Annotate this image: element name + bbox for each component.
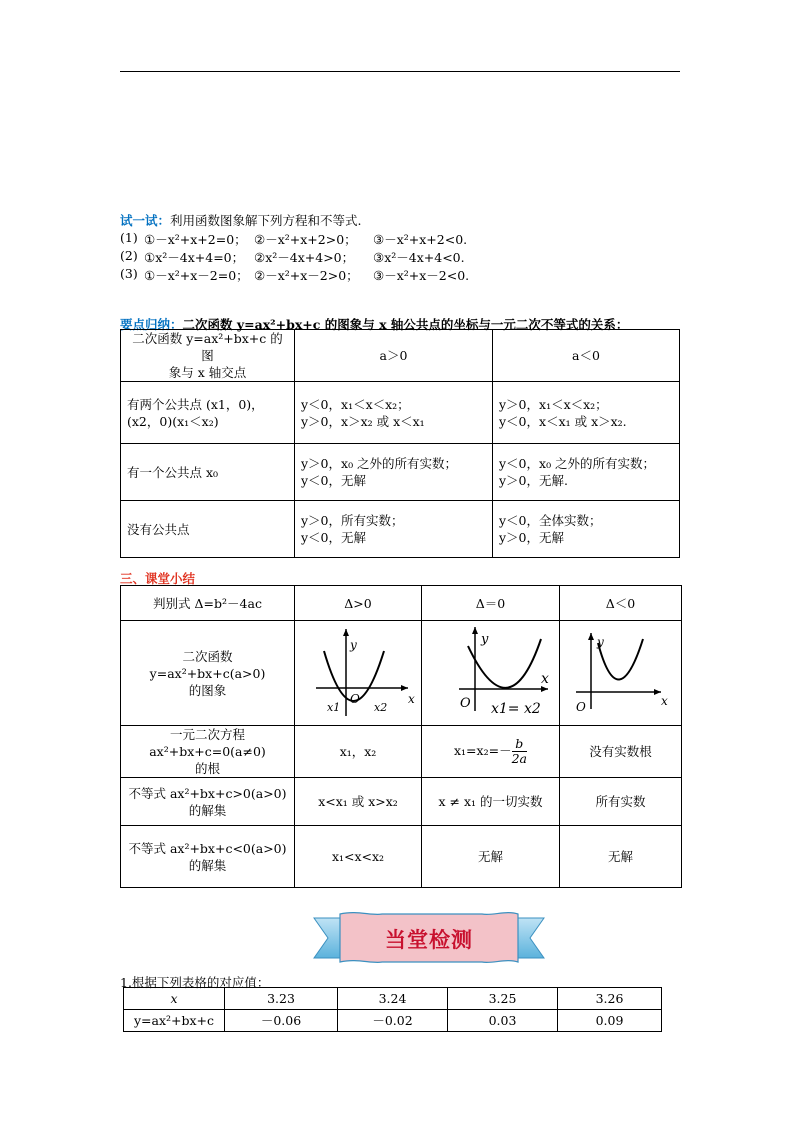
summary-heading: 要点归纳：二次函数 y=ax²+bx+c 的图象与 x 轴公共点的坐标与一元二次不等式的关系： [120, 317, 629, 332]
cs-graph-row: 二次函数 y=ax²+bx+c(a>0) 的图象 y x O x1 x2 y x O x1= x2 y x O [121, 621, 682, 726]
try-intro-text: 利用函数图象解下列方程和不等式. [170, 213, 362, 228]
svg-text:O: O [349, 692, 360, 706]
svg-text:O: O [575, 700, 586, 714]
svg-text:x1: x1 [326, 701, 340, 714]
svg-text:x2: x2 [373, 701, 387, 714]
cs-roots-row: 一元二次方程 ax²+bx+c=0(a≠0) 的根 x₁，x₂ x₁=x₂=－ $\frac{b}{2a}$ 没有实数根 [121, 726, 682, 778]
class-summary-table [120, 585, 682, 888]
try-row-2: (2) ①x²－4x+4=0； ②x²－4x+4>0； ③x²－4x+4<0. [120, 248, 465, 265]
summary-row-two-points: 有两个公共点 (x1，0)， (x2，0)(x₁＜x₂) y＜0，x₁＜x＜x₂； y＞0，x＞x₂ 或 x＜x₁ y＞0，x₁＜x＜x₂； y＜0，x＜x₁ 或 x＞x₂. [121, 382, 680, 444]
try-intro: 试一试：利用函数图象解下列方程和不等式. [120, 213, 362, 228]
svg-text:x1= x2: x1= x2 [490, 701, 541, 717]
summary-row-no-point: 没有公共点 y＞0，所有实数； y＜0，无解 y＜0，全体实数； y＞0，无解 [121, 501, 680, 558]
svg-text:y: y [349, 638, 357, 652]
cs-lt-row: 不等式 ax²+bx+c<0(a>0) 的解集 x₁<x<x₂ 无解 无解 [121, 826, 682, 888]
cs-header-row: 判别式 Δ=b²－4ac Δ>0 Δ＝0 Δ＜0 [121, 586, 682, 621]
banner-text: 当堂检测 [385, 928, 473, 952]
summary-table [120, 329, 680, 558]
summary-header-row: 二次函数 y=ax²+bx+c 的图 象与 x 轴交点 a＞0 a＜0 [121, 330, 680, 382]
parabola-two-roots-graph [296, 621, 421, 721]
svg-text:y: y [596, 635, 604, 649]
svg-text:x: x [407, 692, 415, 706]
fraction: $\frac{b}{2a}$ [511, 736, 527, 766]
svg-text:y: y [480, 632, 488, 647]
svg-text:O: O [459, 696, 471, 711]
try-row-3: (3) ①－x²+x－2=0； ②－x²+x－2>0； ③－x²+x－2<0. [120, 266, 470, 283]
try-label: 试一试 [120, 213, 158, 228]
summary-row-one-point: 有一个公共点 x₀ y＞0，x₀ 之外的所有实数； y＜0，无解 y＜0，x₀ 之外的所有实数； y＞0，无解. [121, 444, 680, 501]
svg-text:x: x [540, 671, 549, 687]
test-table [123, 987, 662, 1032]
test-banner [312, 910, 546, 976]
svg-text:x: x [660, 694, 668, 708]
summary-label: 要点归纳： [120, 317, 183, 332]
header-rule [120, 71, 680, 72]
try-row-1: (1) ①－x²+x+2=0； ②－x²+x+2>0； ③－x²+x+2<0. [120, 230, 468, 247]
test-row-x: x 3.23 3.24 3.25 3.26 [124, 988, 662, 1010]
test-q1: 1.根据下列表格的对应值： [120, 975, 270, 990]
cs-gt-row: 不等式 ax²+bx+c>0(a>0) 的解集 x<x₁ 或 x>x₂ x ≠ x₁ 的一切实数 所有实数 [121, 778, 682, 826]
parabola-one-root-graph [423, 621, 559, 721]
parabola-no-root-graph [561, 621, 681, 721]
class-summary-title: 三、课堂小结 [120, 571, 196, 586]
test-row-y: y=ax²+bx+c －0.06 －0.02 0.03 0.09 [124, 1010, 662, 1032]
